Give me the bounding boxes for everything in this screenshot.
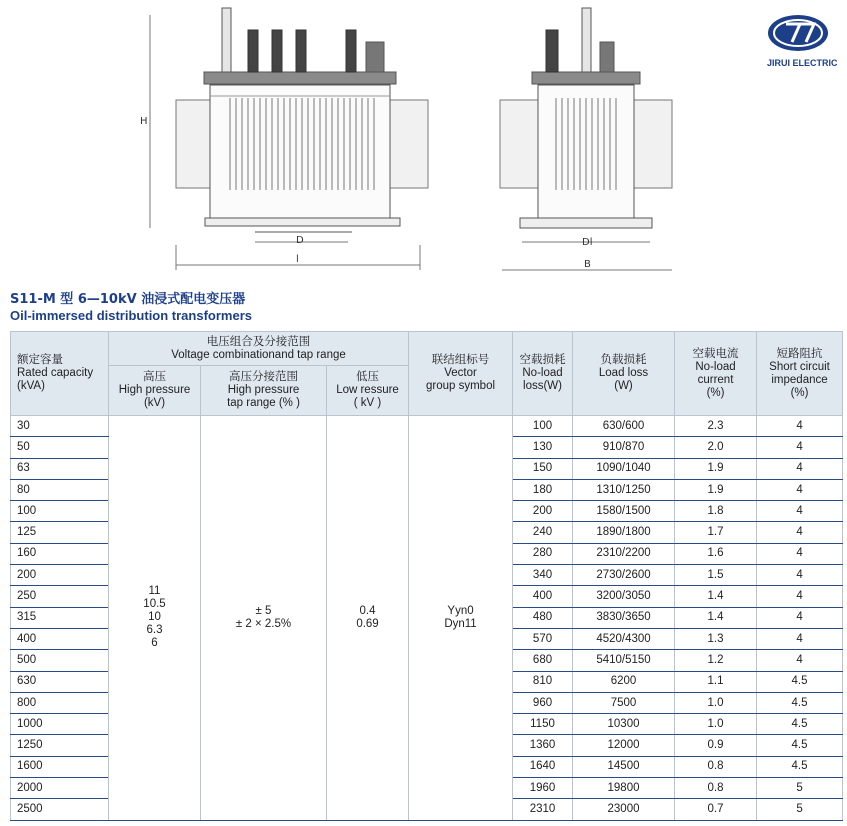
cell-impedance: 4 — [757, 458, 843, 479]
cell-impedance: 4 — [757, 650, 843, 671]
cell-load-loss: 4520/4300 — [573, 628, 675, 649]
cell-load-loss: 1890/1800 — [573, 522, 675, 543]
cell-capacity: 315 — [11, 607, 109, 628]
cell-noload-loss: 150 — [513, 458, 573, 479]
cell-impedance: 4.5 — [757, 692, 843, 713]
cell-noload-current: 0.9 — [675, 735, 757, 756]
cell-impedance: 4.5 — [757, 735, 843, 756]
cell-noload-current: 1.7 — [675, 522, 757, 543]
cell-noload-loss: 1360 — [513, 735, 573, 756]
cell-tap: ± 5 ± 2 × 2.5% — [201, 416, 327, 821]
header-hv: 高压 High pressure (kV) — [109, 366, 201, 416]
title-en: Oil-immersed distribution transformers — [10, 308, 252, 323]
cell-vector: Yyn0 Dyn11 — [409, 416, 513, 821]
header-voltage: 电压组合及分接范围 Voltage combinationand tap range — [109, 332, 409, 366]
cell-capacity: 630 — [11, 671, 109, 692]
dim-b-label: B — [584, 259, 591, 270]
cell-noload-current: 1.2 — [675, 650, 757, 671]
cell-load-loss: 7500 — [573, 692, 675, 713]
cell-noload-loss: 680 — [513, 650, 573, 671]
cell-noload-loss: 2310 — [513, 799, 573, 820]
cell-noload-loss: 570 — [513, 628, 573, 649]
cell-load-loss: 630/600 — [573, 416, 675, 437]
cell-noload-loss: 240 — [513, 522, 573, 543]
cell-load-loss: 2310/2200 — [573, 543, 675, 564]
cell-noload-loss: 1960 — [513, 778, 573, 799]
cell-impedance: 4.5 — [757, 671, 843, 692]
cell-capacity: 80 — [11, 479, 109, 500]
cell-load-loss: 2730/2600 — [573, 565, 675, 586]
cell-noload-current: 1.0 — [675, 692, 757, 713]
transformer-drawing — [0, 0, 847, 285]
cell-load-loss: 5410/5150 — [573, 650, 675, 671]
cell-noload-current: 1.9 — [675, 479, 757, 500]
cell-capacity: 1250 — [11, 735, 109, 756]
cell-impedance: 4 — [757, 565, 843, 586]
cell-noload-current: 1.4 — [675, 586, 757, 607]
header-vector: 联结组标号 Vector group symbol — [409, 332, 513, 416]
cell-noload-loss: 200 — [513, 501, 573, 522]
cell-noload-loss: 400 — [513, 586, 573, 607]
cell-impedance: 4 — [757, 586, 843, 607]
cell-noload-current: 1.8 — [675, 501, 757, 522]
cell-noload-current: 1.3 — [675, 628, 757, 649]
front-view — [150, 8, 428, 270]
dim-d-label: D — [296, 235, 304, 246]
cell-lv: 0.4 0.69 — [327, 416, 409, 821]
cell-load-loss: 1310/1250 — [573, 479, 675, 500]
header-load-loss: 负载损耗 Load loss (W) — [573, 332, 675, 416]
cell-impedance: 5 — [757, 778, 843, 799]
cell-capacity: 200 — [11, 565, 109, 586]
cell-impedance: 4 — [757, 479, 843, 500]
cell-noload-current: 1.1 — [675, 671, 757, 692]
cell-capacity: 2000 — [11, 778, 109, 799]
cell-noload-current: 2.3 — [675, 416, 757, 437]
cell-impedance: 4 — [757, 416, 843, 437]
cell-noload-loss: 130 — [513, 437, 573, 458]
cell-noload-current: 1.9 — [675, 458, 757, 479]
side-view — [500, 8, 672, 270]
spec-table — [10, 331, 843, 821]
cell-load-loss: 3830/3650 — [573, 607, 675, 628]
cell-impedance: 4.5 — [757, 756, 843, 777]
cell-impedance: 5 — [757, 799, 843, 820]
cell-capacity: 1000 — [11, 714, 109, 735]
title-cn: S11-M 型 6—10kV 油浸式配电变压器 — [10, 292, 246, 307]
logo-name: JIRUI ELECTRIC — [767, 58, 838, 68]
cell-noload-current: 1.5 — [675, 565, 757, 586]
cell-load-loss: 14500 — [573, 756, 675, 777]
cell-load-loss: 910/870 — [573, 437, 675, 458]
dim-l-label: l — [296, 254, 299, 265]
header-capacity: 额定容量 Rated capacity (kVA) — [11, 332, 109, 416]
cell-impedance: 4 — [757, 607, 843, 628]
cell-load-loss: 1580/1500 — [573, 501, 675, 522]
cell-capacity: 2500 — [11, 799, 109, 820]
cell-capacity: 500 — [11, 650, 109, 671]
cell-noload-loss: 960 — [513, 692, 573, 713]
cell-capacity: 400 — [11, 628, 109, 649]
dim-d1-label: Dl — [582, 237, 593, 248]
cell-noload-loss: 810 — [513, 671, 573, 692]
cell-load-loss: 3200/3050 — [573, 586, 675, 607]
cell-impedance: 4 — [757, 522, 843, 543]
header-noload-loss: 空载损耗 No-load loss(W) — [513, 332, 573, 416]
cell-capacity: 30 — [11, 416, 109, 437]
dim-h-label: H — [140, 116, 148, 127]
cell-noload-current: 0.7 — [675, 799, 757, 820]
cell-load-loss: 1090/1040 — [573, 458, 675, 479]
cell-noload-current: 2.0 — [675, 437, 757, 458]
cell-noload-loss: 180 — [513, 479, 573, 500]
cell-impedance: 4 — [757, 543, 843, 564]
header-lv: 低压 Low ressure ( kV ) — [327, 366, 409, 416]
cell-noload-loss: 340 — [513, 565, 573, 586]
header-tap: 高压分接范围 High pressure tap range (% ) — [201, 366, 327, 416]
cell-capacity: 1600 — [11, 756, 109, 777]
cell-noload-loss: 1150 — [513, 714, 573, 735]
cell-load-loss: 12000 — [573, 735, 675, 756]
spec-table-body — [11, 416, 843, 821]
cell-impedance: 4 — [757, 501, 843, 522]
cell-load-loss: 10300 — [573, 714, 675, 735]
cell-noload-loss: 100 — [513, 416, 573, 437]
cell-noload-loss: 280 — [513, 543, 573, 564]
header-noload-current: 空载电流 No-load current (%) — [675, 332, 757, 416]
cell-impedance: 4 — [757, 628, 843, 649]
cell-capacity: 125 — [11, 522, 109, 543]
cell-impedance: 4 — [757, 437, 843, 458]
cell-noload-current: 1.4 — [675, 607, 757, 628]
cell-capacity: 800 — [11, 692, 109, 713]
cell-noload-current: 0.8 — [675, 756, 757, 777]
cell-capacity: 100 — [11, 501, 109, 522]
header-impedance: 短路阻抗 Short circuit impedance (%) — [757, 332, 843, 416]
cell-noload-current: 1.6 — [675, 543, 757, 564]
cell-load-loss: 6200 — [573, 671, 675, 692]
cell-capacity: 63 — [11, 458, 109, 479]
table-row — [11, 416, 843, 437]
cell-noload-loss: 1640 — [513, 756, 573, 777]
cell-capacity: 160 — [11, 543, 109, 564]
cell-noload-current: 1.0 — [675, 714, 757, 735]
cell-noload-current: 0.8 — [675, 778, 757, 799]
cell-load-loss: 19800 — [573, 778, 675, 799]
jirui-logo-icon — [768, 15, 828, 51]
cell-noload-loss: 480 — [513, 607, 573, 628]
cell-impedance: 4.5 — [757, 714, 843, 735]
cell-hv: 11 10.5 10 6.3 6 — [109, 416, 201, 821]
cell-capacity: 250 — [11, 586, 109, 607]
cell-load-loss: 23000 — [573, 799, 675, 820]
cell-capacity: 50 — [11, 437, 109, 458]
